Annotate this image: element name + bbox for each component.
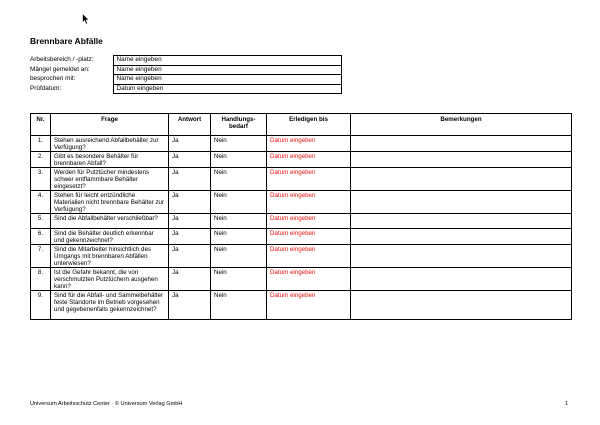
remarks-cell[interactable] — [351, 291, 572, 320]
page-title: Brennbare Abfälle — [30, 36, 103, 46]
remarks-cell[interactable] — [351, 229, 572, 245]
answer-cell[interactable]: Ja — [169, 136, 211, 152]
remarks-cell[interactable] — [351, 168, 572, 191]
question-cell: Sind für die Abfall- und Sammelbehälter feste Standorte im Betrieb vorgesehen und gegebenenfalls gekennzeichnet? — [51, 291, 169, 320]
due-date-cell[interactable]: Datum eingeben — [267, 191, 351, 214]
info-fields — [30, 55, 342, 94]
row-number: 1. — [31, 136, 51, 152]
table-row — [31, 268, 572, 291]
table-row — [31, 229, 572, 245]
answer-cell[interactable]: Ja — [169, 245, 211, 268]
due-date-cell[interactable]: Datum eingeben — [267, 136, 351, 152]
page-number: 1 — [565, 401, 569, 407]
row-number: 6. — [31, 229, 51, 245]
info-row-pruefdatum — [30, 84, 341, 94]
due-date-cell[interactable]: Datum eingeben — [267, 214, 351, 229]
table-row — [31, 168, 572, 191]
row-number: 5. — [31, 214, 51, 229]
table-header-row — [31, 114, 572, 136]
question-cell: Sind die Abfallbehälter verschließbar? — [51, 214, 169, 229]
answer-cell[interactable]: Ja — [169, 291, 211, 320]
table-row — [31, 152, 572, 168]
row-number: 7. — [31, 245, 51, 268]
maengel-gemeldet-field[interactable]: Name eingeben — [113, 65, 341, 75]
table-row — [31, 291, 572, 320]
header-erledigen-bis: Erledigen bis — [267, 114, 351, 136]
remarks-cell[interactable] — [351, 268, 572, 291]
question-cell: Sind die Mitarbeiter hinsichtlich des Umgangs mit brennbaren Abfällen unterwiesen? — [51, 245, 169, 268]
row-number: 2. — [31, 152, 51, 168]
question-cell: Sind die Behälter deutlich erkennbar und gekennzeichnet? — [51, 229, 169, 245]
info-label: Prüfdatum: — [30, 84, 62, 92]
answer-cell[interactable]: Ja — [169, 229, 211, 245]
due-date-cell[interactable]: Datum eingeben — [267, 245, 351, 268]
remarks-cell[interactable] — [351, 191, 572, 214]
action-needed-cell[interactable]: Nein — [211, 245, 267, 268]
answer-cell[interactable]: Ja — [169, 152, 211, 168]
info-label: Arbeitsbereich / -platz: — [30, 56, 94, 64]
due-date-cell[interactable]: Datum eingeben — [267, 229, 351, 245]
header-bemerkungen: Bemerkungen — [351, 114, 572, 136]
table-row — [31, 136, 572, 152]
row-number: 3. — [31, 168, 51, 191]
pruefdatum-field[interactable]: Datum eingeben — [113, 84, 341, 94]
action-needed-cell[interactable]: Nein — [211, 168, 267, 191]
answer-cell[interactable]: Ja — [169, 268, 211, 291]
table-row — [31, 245, 572, 268]
action-needed-cell[interactable]: Nein — [211, 152, 267, 168]
header-antwort: Antwort — [169, 114, 211, 136]
header-nr: Nr. — [31, 114, 51, 136]
question-cell: Ist die Gefahr bekannt, die von verschmutzten Putztüchern ausgehen kann? — [51, 268, 169, 291]
header-handlungsbedarf-text: Handlungs- bedarf — [221, 116, 256, 130]
info-row-arbeitsbereich — [30, 56, 341, 66]
info-row-maengel — [30, 65, 341, 75]
action-needed-cell[interactable]: Nein — [211, 214, 267, 229]
due-date-cell[interactable]: Datum eingeben — [267, 268, 351, 291]
action-needed-cell[interactable]: Nein — [211, 229, 267, 245]
info-row-besprochen — [30, 75, 341, 85]
mouse-cursor-icon — [82, 13, 90, 25]
table-row — [31, 214, 572, 229]
row-number: 8. — [31, 268, 51, 291]
row-number: 9. — [31, 291, 51, 320]
due-date-cell[interactable]: Datum eingeben — [267, 168, 351, 191]
due-date-cell[interactable]: Datum eingeben — [267, 152, 351, 168]
question-cell: Stehen für leicht entzündliche Materialien nicht brennbare Behälter zur Verfügung? — [51, 191, 169, 214]
arbeitsbereich-field[interactable]: Name eingeben — [113, 56, 341, 66]
header-frage: Frage — [51, 114, 169, 136]
action-needed-cell[interactable]: Nein — [211, 291, 267, 320]
remarks-cell[interactable] — [351, 214, 572, 229]
action-needed-cell[interactable]: Nein — [211, 268, 267, 291]
header-handlungsbedarf — [211, 114, 267, 136]
question-cell: Stehen ausreichend Abfallbehälter zur Verfügung? — [51, 136, 169, 152]
table-row — [31, 191, 572, 214]
question-cell: Werden für Putztücher mindestens schwer entflammbare Behälter eingesetzt? — [51, 168, 169, 191]
row-number: 4. — [31, 191, 51, 214]
action-needed-cell[interactable]: Nein — [211, 136, 267, 152]
remarks-cell[interactable] — [351, 136, 572, 152]
footer-copyright: Universum Arbeitsschutz Center · © Universum Verlag GmbH — [30, 401, 183, 407]
answer-cell[interactable]: Ja — [169, 214, 211, 229]
answer-cell[interactable]: Ja — [169, 168, 211, 191]
checklist-table — [30, 113, 572, 320]
question-cell: Gibt es besondere Behälter für brennbaren Abfall? — [51, 152, 169, 168]
action-needed-cell[interactable]: Nein — [211, 191, 267, 214]
answer-cell[interactable]: Ja — [169, 191, 211, 214]
besprochen-mit-field[interactable]: Name eingeben — [113, 75, 341, 85]
due-date-cell[interactable]: Datum eingeben — [267, 291, 351, 320]
remarks-cell[interactable] — [351, 152, 572, 168]
info-label: Mängel gemeldet an: — [30, 65, 90, 73]
info-label: besprochen mit: — [30, 75, 76, 83]
remarks-cell[interactable] — [351, 245, 572, 268]
